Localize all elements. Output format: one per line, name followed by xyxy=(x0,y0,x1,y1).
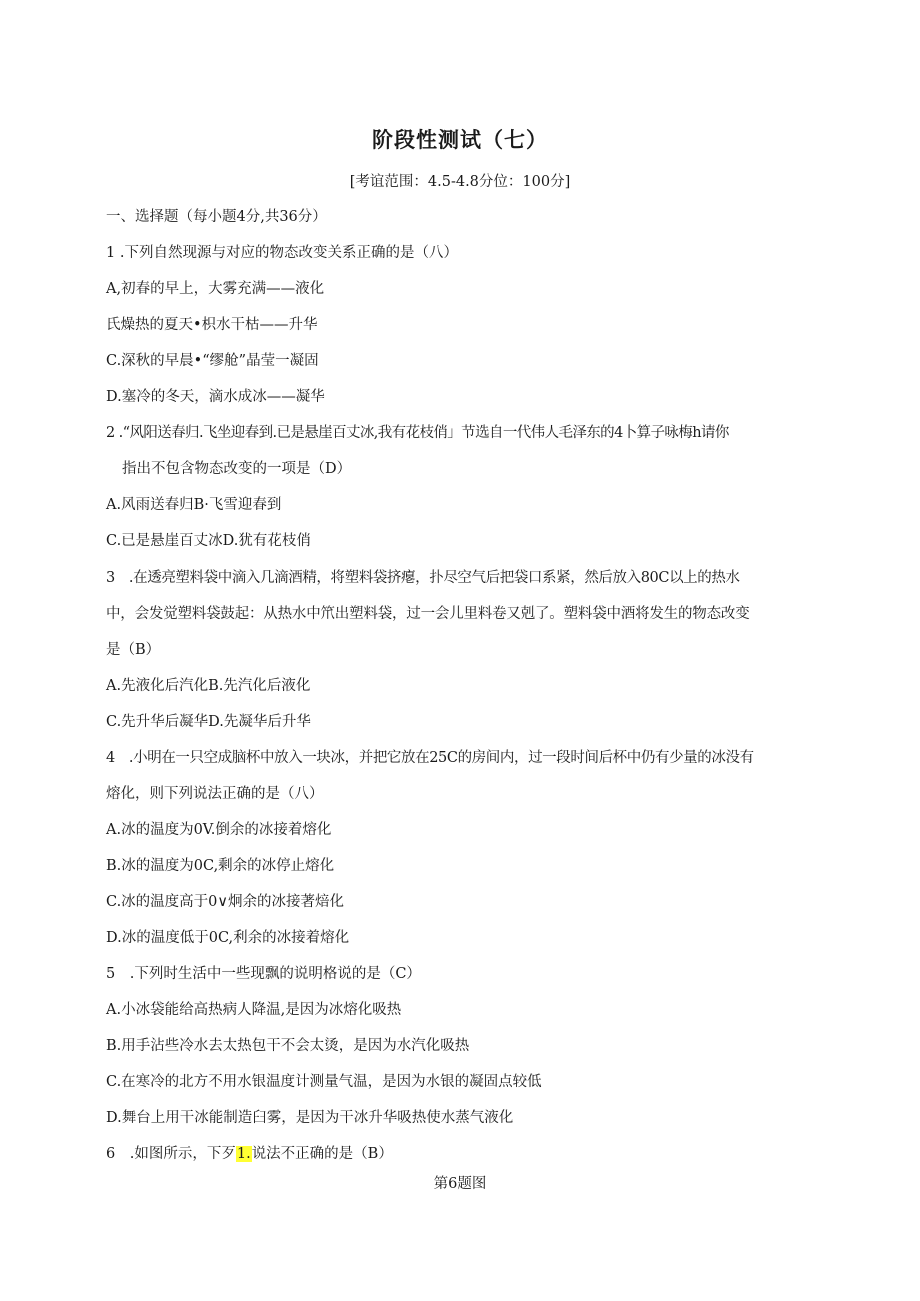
question-5-option-a: A.小冰袋能给高热病人降温,是因为冰熔化吸热 xyxy=(106,1002,402,1018)
question-3-options-ab: A.先液化后汽化B.先汽化后液化 xyxy=(106,678,311,694)
question-1-option-c: C.深秋的早晨•“缪舱”晶莹一凝固 xyxy=(106,353,319,369)
question-3-stem-line-3: 是（B） xyxy=(106,642,161,658)
question-4-option-c: C.冰的温度高于0∨炯余的冰接著焙化 xyxy=(106,894,345,910)
question-5-stem: 5 .下列时生活中一些现飘的说明格说的是（C） xyxy=(106,966,421,982)
question-1-option-b: 氏燥热的夏天•枳水干枯——升华 xyxy=(106,317,318,333)
question-4-stem-line-2: 熔化，则下列说法正确的是（八） xyxy=(106,786,324,802)
question-5-option-b: B.用手沾些冷水去太热包干不会太烫，是因为水汽化吸热 xyxy=(106,1038,470,1054)
question-1-option-a: A,初春的早上，大雾充满——液化 xyxy=(106,281,325,297)
question-4-option-d: D.冰的温度低于0C,利余的冰接着熔化 xyxy=(106,930,350,946)
question-2-stem-line-1: 2 .“风阳送春归.飞坐迎春到.已是悬崖百丈冰,我有花枝俏」节选自一代伟人毛泽东的4卜算子咏梅h请你 xyxy=(106,425,729,441)
question-4-stem-line-1: 4 .小明在一只空成脑杯中放入一块冰，并把它放在25C的房间内，过一段时间后杯中仍有少量的冰没有 xyxy=(106,750,754,766)
question-5-option-d: D.舞台上用干冰能制造臼雾，是因为干冰升华吸热使水蒸气液化 xyxy=(106,1110,514,1126)
question-2-stem-line-2: 指出不包含物态改变的一项是（D） xyxy=(122,461,352,477)
highlighted-text: 1. xyxy=(236,1146,251,1162)
question-4-option-a: A.冰的温度为0V.倒余的冰接着熔化 xyxy=(106,822,332,838)
question-6-stem-before: 6 .如图所示，下歹 xyxy=(106,1146,236,1162)
question-3-stem-line-1: 3 .在透亮塑料袋中滴入几滴酒精，将塑料袋挤瘪，扑尽空气后把袋口系紧，然后放入80C以上的热水 xyxy=(106,570,740,586)
page-title: 阶段性测试（七） xyxy=(372,127,548,152)
question-6-stem-after: 说法不正确的是（B） xyxy=(251,1146,393,1162)
figure-caption: 第6题图 xyxy=(433,1176,487,1192)
question-5-option-c: C.在寒冷的北方不用水银温度计测量气温，是因为水银的凝固点较低 xyxy=(106,1074,542,1090)
question-1-option-d: D.塞冷的冬天，滴水成冰——凝华 xyxy=(106,389,325,405)
question-3-stem-line-2: 中，会发觉塑料袋鼓起：从热水中笊出塑料袋，过一会儿里料卷又剋了。塑料袋中酒将发生的物态改变 xyxy=(106,606,750,622)
question-3-options-cd: C.先升华后凝华D.先凝华后升华 xyxy=(106,714,311,730)
question-4-option-b: B.冰的温度为0C,剩余的冰停止熔化 xyxy=(106,858,335,874)
exam-scope-info: [考谊范围：4.5-4.8分位：100分] xyxy=(349,174,571,190)
question-2-options-ab: A.风雨送春归B·飞雪迎春到 xyxy=(106,497,282,513)
question-1-stem: 1 .下列自然现源与对应的物态改变关系正确的是（八） xyxy=(106,245,458,261)
question-6-stem xyxy=(106,1144,393,1164)
section-heading: 一、选择题（每小题4分,共36分） xyxy=(106,209,327,225)
question-2-options-cd: C.已是悬崖百丈冰D.犹有花枝俏 xyxy=(106,533,311,549)
